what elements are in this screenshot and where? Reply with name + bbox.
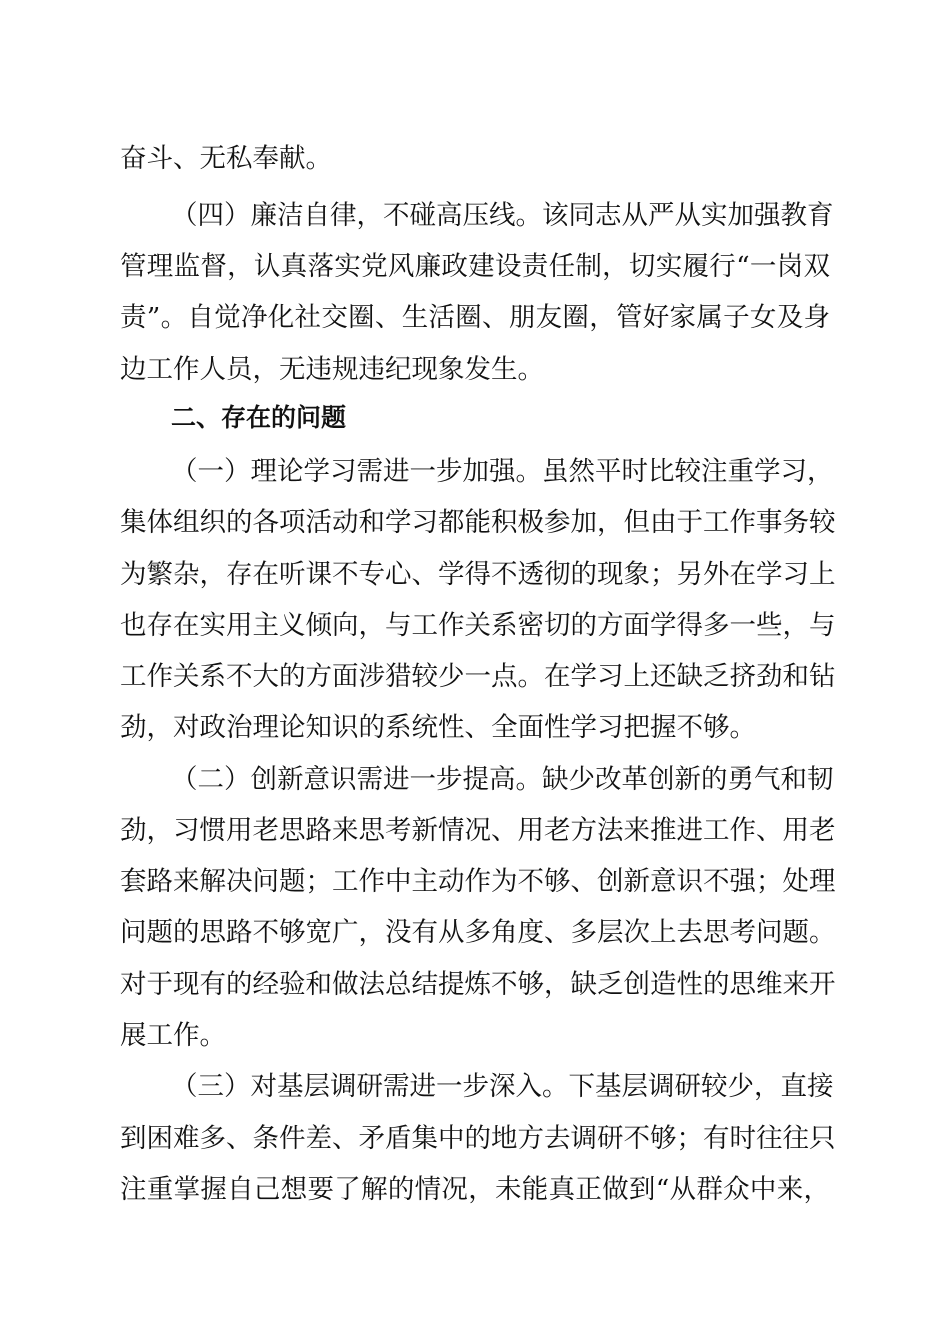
paragraph-line: （二）创新意识需进一步提高。缺少改革创新的勇气和韧 [171,764,834,795]
paragraph-line: 管理监督，认真落实党风廉政建设责任制，切实履行“一岗双 [120,251,830,282]
paragraph-line: 边工作人员，无违规违纪现象发生。 [120,354,544,385]
paragraph-line: 工作关系不大的方面涉猎较少一点。在学习上还缺乏挤劲和钻 [120,661,836,692]
paragraph-line: 劲，习惯用老思路来思考新情况、用老方法来推进工作、用老 [120,815,836,846]
section-heading: 二、存在的问题 [171,403,347,432]
paragraph-line: 责”。自觉净化社交圈、生活圈、朋友圈，管好家属子女及身 [120,302,830,333]
paragraph-line: 问题的思路不够宽广，没有从多角度、多层次上去思考问题。 [120,917,836,948]
paragraph-line: 对于现有的经验和做法总结提炼不够，缺乏创造性的思维来开 [120,969,836,1000]
paragraph-line: 注重掌握自己想要了解的情况，未能真正做到“从群众中来， [120,1174,830,1205]
paragraph-line: 展工作。 [120,1020,226,1051]
paragraph-line: 套路来解决问题；工作中主动作为不够、创新意识不强；处理 [120,866,836,897]
paragraph-line: （一）理论学习需进一步加强。虽然平时比较注重学习， [171,456,834,487]
paragraph-line: 到困难多、条件差、矛盾集中的地方去调研不够；有时往往只 [120,1123,836,1154]
paragraph-line: 为繁杂，存在听课不专心、学得不透彻的现象；另外在学习上 [120,559,836,590]
paragraph-line: 也存在实用主义倾向，与工作关系密切的方面学得多一些，与 [120,610,836,641]
paragraph-line: （四）廉洁自律，不碰高压线。该同志从严从实加强教育 [171,200,834,231]
paragraph-line: 劲，对政治理论知识的系统性、全面性学习把握不够。 [120,712,756,743]
paragraph-line: 奋斗、无私奉献。 [120,143,332,174]
paragraph-line: 集体组织的各项活动和学习都能积极参加，但由于工作事务较 [120,507,836,538]
paragraph-line: （三）对基层调研需进一步深入。下基层调研较少，直接 [171,1071,834,1102]
